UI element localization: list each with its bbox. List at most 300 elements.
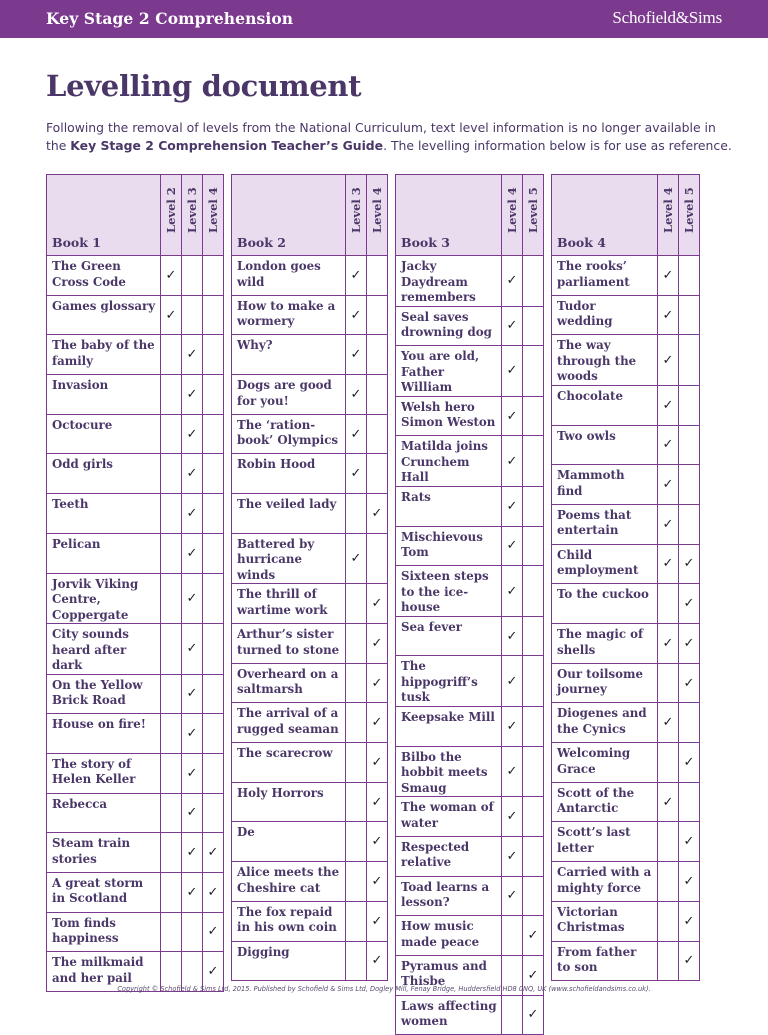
level-empty: [658, 901, 679, 941]
level-tick: ✓: [182, 674, 203, 714]
level-empty: [658, 584, 679, 624]
level-empty: [346, 901, 367, 941]
level-tick: ✓: [367, 494, 388, 534]
table-row: [232, 454, 388, 494]
level-tick: ✓: [161, 295, 182, 335]
text-title: The hippogriff’s tusk: [396, 656, 502, 707]
level-empty: [161, 912, 182, 952]
level-empty: [203, 674, 224, 714]
level-tick: ✓: [367, 624, 388, 664]
table-row: [232, 862, 388, 902]
level-tick: ✓: [658, 624, 679, 664]
level-tick: ✓: [346, 295, 367, 335]
level-empty: [182, 295, 203, 335]
table-row: [396, 995, 544, 1035]
level-empty: [658, 663, 679, 703]
level-tick: ✓: [367, 862, 388, 902]
text-title: Chocolate: [552, 385, 658, 425]
table-row: [232, 295, 388, 335]
level-tick: ✓: [182, 714, 203, 754]
text-title: Child employment: [552, 544, 658, 584]
level-empty: [502, 995, 523, 1035]
level-tick: ✓: [658, 425, 679, 465]
table-row: [552, 584, 700, 624]
level-tick: ✓: [523, 995, 544, 1035]
level-empty: [679, 465, 700, 505]
text-title: From father to son: [552, 941, 658, 981]
level-tick: ✓: [203, 872, 224, 912]
table-row: [552, 544, 700, 584]
level-empty: [658, 822, 679, 862]
level-empty: [658, 941, 679, 981]
table-row: [552, 624, 700, 664]
text-title: Odd girls: [47, 454, 161, 494]
level-empty: [679, 335, 700, 386]
level-empty: [346, 584, 367, 624]
table-row: [47, 833, 224, 873]
table-row: [232, 822, 388, 862]
text-title: Jacky Daydream remembers: [396, 256, 502, 307]
level-tick: ✓: [658, 504, 679, 544]
text-title: The woman of water: [396, 797, 502, 837]
level-empty: [523, 566, 544, 617]
table-row: [552, 901, 700, 941]
level-empty: [679, 256, 700, 296]
level-tick: ✓: [203, 912, 224, 952]
book-table-4: [551, 174, 700, 981]
level-empty: [679, 504, 700, 544]
table-row: [396, 876, 544, 916]
text-title: The way through the woods: [552, 335, 658, 386]
text-title: The rooks’ parliament: [552, 256, 658, 296]
level-header: [161, 175, 182, 256]
text-title: House on fire!: [47, 714, 161, 754]
level-empty: [679, 385, 700, 425]
level-empty: [523, 306, 544, 346]
level-empty: [679, 703, 700, 743]
level-empty: [658, 743, 679, 783]
level-tick: ✓: [502, 656, 523, 707]
table-row: [552, 743, 700, 783]
level-tick: ✓: [502, 436, 523, 487]
level-empty: [367, 454, 388, 494]
publisher-logo: Schofield&Sims: [612, 8, 722, 27]
level-tick: ✓: [502, 306, 523, 346]
table-row: [47, 793, 224, 833]
level-tick: ✓: [658, 295, 679, 335]
table-header-row: [396, 175, 544, 256]
level-tick: ✓: [182, 375, 203, 415]
table-row: [47, 624, 224, 675]
level-empty: [182, 256, 203, 296]
intro-paragraph: [46, 119, 736, 155]
text-title: Toad learns a lesson?: [396, 876, 502, 916]
level-empty: [161, 375, 182, 415]
text-title: Matilda joins Crunchem Hall: [396, 436, 502, 487]
level-empty: [203, 573, 224, 624]
level-tick: ✓: [658, 544, 679, 584]
level-empty: [367, 295, 388, 335]
table-row: [47, 714, 224, 754]
level-tick: ✓: [658, 703, 679, 743]
text-title: Scott of the Antarctic: [552, 782, 658, 822]
level-tick: ✓: [523, 916, 544, 956]
table-header-row: [47, 175, 224, 256]
level-label: Level 4: [370, 187, 384, 233]
level-empty: [523, 656, 544, 707]
text-title: City sounds heard after dark: [47, 624, 161, 675]
table-row: [47, 256, 224, 296]
level-tick: ✓: [502, 797, 523, 837]
table-row: [552, 335, 700, 386]
table-row: [232, 414, 388, 454]
text-title: Octocure: [47, 414, 161, 454]
level-empty: [161, 674, 182, 714]
intro-bold: Key Stage 2 Comprehension Teacher’s Guide: [70, 138, 384, 153]
table-row: [232, 703, 388, 743]
text-title: A great storm in Scotland: [47, 872, 161, 912]
level-empty: [161, 624, 182, 675]
table-row: [552, 822, 700, 862]
text-title: Bilbo the hobbit meets Smaug: [396, 746, 502, 797]
level-tick: ✓: [679, 862, 700, 902]
level-empty: [367, 375, 388, 415]
table-row: [47, 335, 224, 375]
table-row: [47, 414, 224, 454]
text-title: De: [232, 822, 346, 862]
level-tick: ✓: [182, 573, 203, 624]
level-tick: ✓: [182, 872, 203, 912]
level-empty: [679, 425, 700, 465]
level-empty: [203, 414, 224, 454]
level-tick: ✓: [679, 624, 700, 664]
book-name: Book 4: [552, 175, 658, 256]
level-empty: [523, 876, 544, 916]
level-tick: ✓: [658, 385, 679, 425]
text-title: Pyramus and Thisbe: [396, 955, 502, 995]
level-empty: [161, 573, 182, 624]
level-tick: ✓: [346, 256, 367, 296]
table-row: [552, 862, 700, 902]
text-title: Our toilsome journey: [552, 663, 658, 703]
text-title: Seal saves drowning dog: [396, 306, 502, 346]
level-label: Level 5: [682, 187, 696, 233]
level-tick: ✓: [502, 396, 523, 436]
level-tick: ✓: [502, 616, 523, 656]
level-empty: [203, 295, 224, 335]
text-title: How music made peace: [396, 916, 502, 956]
level-tick: ✓: [502, 526, 523, 566]
level-header: [182, 175, 203, 256]
level-empty: [367, 414, 388, 454]
table-row: [396, 706, 544, 746]
text-title: Rats: [396, 486, 502, 526]
level-tick: ✓: [367, 703, 388, 743]
table-row: [396, 566, 544, 617]
level-empty: [346, 743, 367, 783]
level-empty: [367, 256, 388, 296]
table-row: [232, 901, 388, 941]
level-empty: [182, 912, 203, 952]
level-empty: [346, 703, 367, 743]
table-row: [396, 256, 544, 307]
level-empty: [679, 295, 700, 335]
level-empty: [523, 616, 544, 656]
level-empty: [203, 793, 224, 833]
text-title: Rebecca: [47, 793, 161, 833]
table-row: [232, 663, 388, 703]
level-empty: [523, 256, 544, 307]
table-row: [232, 533, 388, 584]
level-empty: [523, 836, 544, 876]
level-tick: ✓: [182, 533, 203, 573]
level-tick: ✓: [658, 782, 679, 822]
level-tick: ✓: [346, 414, 367, 454]
text-title: Digging: [232, 941, 346, 981]
level-label: Level 2: [164, 187, 178, 233]
table-row: [232, 494, 388, 534]
level-empty: [679, 782, 700, 822]
book-table-3: [395, 174, 544, 1035]
level-tick: ✓: [182, 833, 203, 873]
table-row: [552, 663, 700, 703]
table-row: [396, 346, 544, 397]
level-tick: ✓: [182, 494, 203, 534]
table-row: [47, 872, 224, 912]
text-title: Dogs are good for you!: [232, 375, 346, 415]
table-row: [232, 584, 388, 624]
level-empty: [161, 533, 182, 573]
level-label: Level 3: [185, 187, 199, 233]
book-name: Book 2: [232, 175, 346, 256]
table-row: [396, 797, 544, 837]
level-empty: [203, 753, 224, 793]
level-tick: ✓: [161, 256, 182, 296]
level-header: [203, 175, 224, 256]
level-tick: ✓: [367, 822, 388, 862]
level-header: [346, 175, 367, 256]
level-empty: [203, 624, 224, 675]
level-tick: ✓: [182, 624, 203, 675]
level-empty: [203, 375, 224, 415]
level-empty: [658, 862, 679, 902]
text-title: The fox repaid in his own coin: [232, 901, 346, 941]
table-row: [232, 743, 388, 783]
table-row: [396, 746, 544, 797]
text-title: Two owls: [552, 425, 658, 465]
level-tick: ✓: [367, 941, 388, 981]
text-title: Laws affecting women: [396, 995, 502, 1035]
text-title: The veiled lady: [232, 494, 346, 534]
level-tick: ✓: [679, 743, 700, 783]
text-title: Mammoth find: [552, 465, 658, 505]
level-tick: ✓: [346, 375, 367, 415]
level-header: [367, 175, 388, 256]
table-row: [396, 486, 544, 526]
level-empty: [346, 862, 367, 902]
level-empty: [161, 494, 182, 534]
page-title: Levelling document: [46, 69, 362, 103]
level-tick: ✓: [502, 836, 523, 876]
table-row: [47, 533, 224, 573]
header-bar: [0, 0, 768, 38]
level-empty: [346, 624, 367, 664]
level-tick: ✓: [502, 706, 523, 746]
level-empty: [203, 256, 224, 296]
book-name: Book 1: [47, 175, 161, 256]
level-empty: [161, 753, 182, 793]
text-title: The arrival of a rugged seaman: [232, 703, 346, 743]
level-tick: ✓: [182, 793, 203, 833]
level-tick: ✓: [367, 584, 388, 624]
table-row: [396, 306, 544, 346]
level-tick: ✓: [502, 566, 523, 617]
table-row: [552, 425, 700, 465]
table-row: [232, 375, 388, 415]
level-header: [679, 175, 700, 256]
table-row: [232, 782, 388, 822]
level-header: [658, 175, 679, 256]
table-row: [552, 941, 700, 981]
level-empty: [161, 872, 182, 912]
text-title: Respected relative: [396, 836, 502, 876]
text-title: Holy Horrors: [232, 782, 346, 822]
table-row: [47, 295, 224, 335]
table-row: [47, 753, 224, 793]
level-empty: [203, 494, 224, 534]
table-row: [232, 335, 388, 375]
level-tick: ✓: [502, 486, 523, 526]
table-row: [47, 375, 224, 415]
level-tick: ✓: [203, 833, 224, 873]
text-title: The magic of shells: [552, 624, 658, 664]
level-tick: ✓: [182, 753, 203, 793]
level-label: Level 5: [526, 187, 540, 233]
text-title: The baby of the family: [47, 335, 161, 375]
level-empty: [523, 746, 544, 797]
text-title: Overheard on a saltmarsh: [232, 663, 346, 703]
level-label: Level 3: [349, 187, 363, 233]
text-title: On the Yellow Brick Road: [47, 674, 161, 714]
table-row: [232, 624, 388, 664]
level-tick: ✓: [679, 663, 700, 703]
level-empty: [161, 414, 182, 454]
table-row: [552, 256, 700, 296]
text-title: Sea fever: [396, 616, 502, 656]
level-empty: [346, 941, 367, 981]
level-tick: ✓: [367, 743, 388, 783]
level-tick: ✓: [346, 335, 367, 375]
level-empty: [203, 714, 224, 754]
text-title: The scarecrow: [232, 743, 346, 783]
level-header: [523, 175, 544, 256]
text-title: Invasion: [47, 375, 161, 415]
level-tick: ✓: [203, 952, 224, 992]
text-title: Teeth: [47, 494, 161, 534]
table-row: [47, 573, 224, 624]
text-title: Steam train stories: [47, 833, 161, 873]
level-empty: [161, 454, 182, 494]
table-row: [552, 504, 700, 544]
level-empty: [523, 346, 544, 397]
table-row: [552, 295, 700, 335]
level-empty: [346, 663, 367, 703]
table-row: [47, 494, 224, 534]
level-empty: [346, 494, 367, 534]
copyright-footer: Copyright © Schofield & Sims Ltd, 2015. Published by Schofield & Sims Ltd, Dogley Mill, Fenay Bridge, Huddersfield HD8 0NQ, UK (www.schofieldandsims.co.uk).: [117, 985, 651, 993]
table-row: [552, 465, 700, 505]
text-title: How to make a wormery: [232, 295, 346, 335]
text-title: The milkmaid and her pail: [47, 952, 161, 992]
text-title: Welcoming Grace: [552, 743, 658, 783]
level-header: [502, 175, 523, 256]
level-empty: [523, 706, 544, 746]
level-label: Level 4: [206, 187, 220, 233]
book-table-1: [46, 174, 224, 992]
text-title: Diogenes and the Cynics: [552, 703, 658, 743]
level-empty: [346, 782, 367, 822]
text-title: The story of Helen Keller: [47, 753, 161, 793]
text-title: To the cuckoo: [552, 584, 658, 624]
level-tick: ✓: [658, 335, 679, 386]
text-title: The thrill of wartime work: [232, 584, 346, 624]
table-row: [396, 396, 544, 436]
text-title: The Green Cross Code: [47, 256, 161, 296]
text-title: Mischievous Tom: [396, 526, 502, 566]
level-empty: [523, 486, 544, 526]
text-title: Scott’s last letter: [552, 822, 658, 862]
table-header-row: [232, 175, 388, 256]
text-title: Games glossary: [47, 295, 161, 335]
book-name: Book 3: [396, 175, 502, 256]
level-label: Level 4: [505, 187, 519, 233]
level-tick: ✓: [679, 544, 700, 584]
table-row: [232, 256, 388, 296]
level-empty: [346, 822, 367, 862]
text-title: Jorvik Viking Centre, Coppergate: [47, 573, 161, 624]
level-empty: [161, 714, 182, 754]
level-tick: ✓: [182, 454, 203, 494]
table-row: [552, 703, 700, 743]
text-title: London goes wild: [232, 256, 346, 296]
level-empty: [203, 335, 224, 375]
text-title: Sixteen steps to the ice-house: [396, 566, 502, 617]
level-tick: ✓: [502, 746, 523, 797]
text-title: Victorian Christmas: [552, 901, 658, 941]
text-title: Tudor wedding: [552, 295, 658, 335]
level-tick: ✓: [658, 465, 679, 505]
level-empty: [161, 833, 182, 873]
level-tick: ✓: [658, 256, 679, 296]
level-empty: [523, 436, 544, 487]
level-empty: [367, 533, 388, 584]
text-title: Why?: [232, 335, 346, 375]
table-row: [396, 656, 544, 707]
level-empty: [502, 916, 523, 956]
table-row: [47, 912, 224, 952]
text-title: Pelican: [47, 533, 161, 573]
text-title: Battered by hurricane winds: [232, 533, 346, 584]
level-tick: ✓: [182, 414, 203, 454]
level-tick: ✓: [367, 901, 388, 941]
table-row: [396, 616, 544, 656]
level-tick: ✓: [679, 584, 700, 624]
table-row: [396, 436, 544, 487]
level-tick: ✓: [502, 876, 523, 916]
table-row: [47, 674, 224, 714]
text-title: Tom finds happiness: [47, 912, 161, 952]
intro-text-2: . The levelling information below is for use as reference.: [383, 138, 732, 153]
